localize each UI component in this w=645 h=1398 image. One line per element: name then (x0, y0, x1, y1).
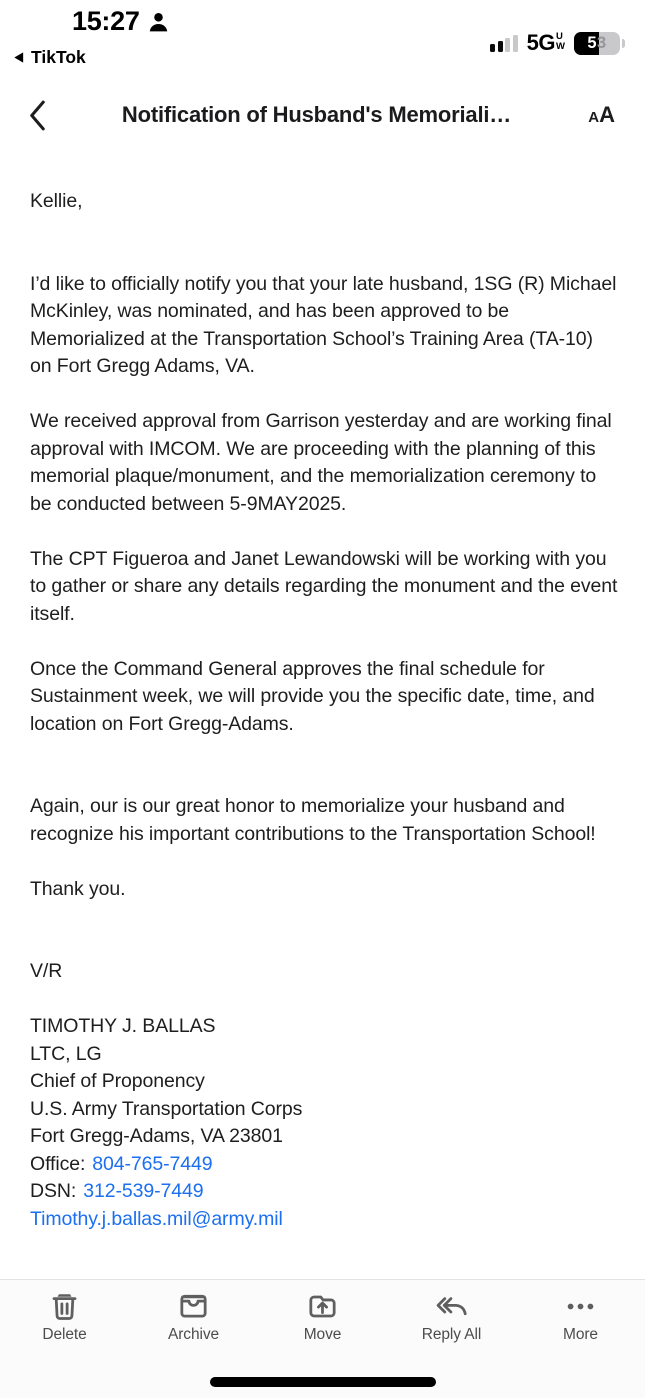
reply-all-icon (434, 1289, 469, 1324)
office-phone-link[interactable]: 804-765-7449 (92, 1152, 213, 1175)
back-to-app-label: TikTok (31, 47, 86, 67)
battery-nub (622, 39, 625, 48)
paragraph: Kellie, (30, 190, 83, 212)
trash-icon (47, 1289, 82, 1324)
more-button[interactable] (516, 1289, 645, 1344)
delete-button[interactable] (0, 1289, 129, 1344)
page-title: Notification of Husband's Memoriali… (121, 102, 512, 127)
blank-line (30, 931, 618, 959)
reply-all-label: Reply All (421, 1326, 482, 1343)
blank-line (30, 738, 618, 766)
archive-box-icon (176, 1289, 211, 1324)
folder-arrow-up-icon (305, 1289, 340, 1324)
blank-line (30, 628, 618, 656)
paragraph: I’d like to officially notify you that your late husband, 1SG (R) Michael McKinley, was nominated, and has been approved to be Memorialized at the Transportation School’s Training Area (TA-10) on Fort Gregg Adams, VA. (30, 272, 617, 377)
signature-org: U.S. Army Transportation Corps (30, 1097, 303, 1120)
email-body[interactable] (30, 188, 618, 1279)
blank-line (30, 903, 618, 931)
text-size-button[interactable]: AA (571, 102, 645, 128)
blank-line (30, 243, 618, 271)
blank-line (30, 216, 618, 244)
toolbar (0, 1279, 645, 1398)
network-type-label: 5G U W (526, 30, 565, 55)
signature-address: Fort Gregg-Adams, VA 23801 (30, 1125, 283, 1147)
person-icon (146, 10, 171, 35)
triangle-left-icon (12, 51, 25, 64)
blank-line (30, 518, 618, 546)
chevron-left-icon (27, 99, 48, 132)
signature-valediction: V/R (30, 960, 63, 982)
archive-button[interactable] (129, 1289, 258, 1344)
signature-title: Chief of Proponency (30, 1070, 205, 1092)
paragraph: Thank you. (30, 877, 126, 900)
signal-strength-icon (490, 34, 518, 52)
delete-label: Delete (42, 1326, 87, 1343)
status-time: 15:27 (72, 6, 140, 36)
home-indicator[interactable] (210, 1377, 436, 1387)
reply-all-button[interactable] (387, 1289, 516, 1344)
blank-line (30, 766, 618, 794)
ellipsis-icon (563, 1289, 598, 1324)
move-button[interactable] (258, 1289, 387, 1344)
nav-back-button[interactable] (0, 99, 62, 132)
dsn-phone-row (30, 1178, 618, 1206)
blank-line (30, 986, 618, 1014)
office-phone-row (30, 1151, 618, 1179)
office-label: Office: (30, 1152, 86, 1175)
signature-rank: LTC, LG (30, 1042, 102, 1065)
dsn-phone-link[interactable]: 312-539-7449 (83, 1180, 204, 1202)
paragraph: Again, our is our great honor to memorialize your husband and recognize his important contributions to the Transportation School! (30, 795, 596, 845)
dsn-label: DSN: (30, 1180, 77, 1202)
battery-icon (574, 32, 620, 55)
nav-bar (0, 82, 645, 148)
status-bar (0, 0, 645, 80)
paragraph: The CPT Figueroa and Janet Lewandowski will be working with you to gather or share any details regarding the monument and the event itself. (30, 547, 618, 625)
archive-label: Archive (168, 1326, 219, 1343)
email-address-link[interactable]: Timothy.j.ballas.mil@army.mil (30, 1207, 283, 1230)
move-label: Move (303, 1326, 342, 1343)
paragraph: Once the Command General approves the final schedule for Sustainment week, we will provide you the specific date, time, and location on Fort Gregg-Adams. (30, 657, 595, 735)
blank-line (30, 381, 618, 409)
back-to-app-button[interactable] (12, 47, 86, 68)
paragraph: We received approval from Garrison yesterday and are working final approval with IMCOM. We are proceeding with the planning of this memorial plaque/monument, and the memorialization ceremony to be conducted between 5-9MAY2025. (30, 410, 612, 515)
signature-name: TIMOTHY J. BALLAS (30, 1015, 216, 1037)
email-address-row (30, 1206, 618, 1234)
more-label: More (563, 1326, 598, 1343)
blank-line (30, 848, 618, 876)
battery-percent: 5 3 (587, 33, 607, 52)
